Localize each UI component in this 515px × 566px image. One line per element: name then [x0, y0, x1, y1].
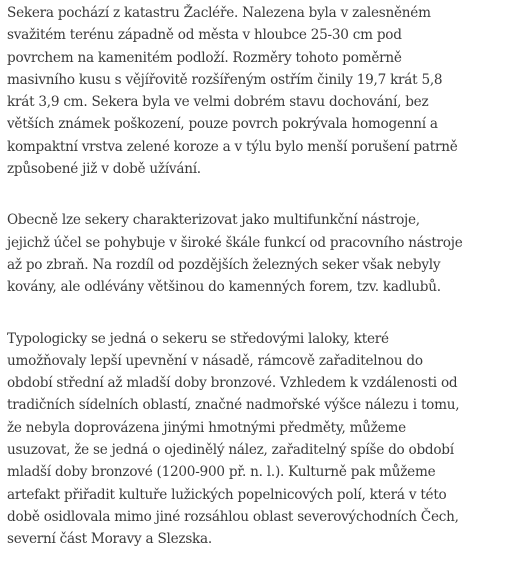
text-line: kovány, ale odlévány většinou do kamenných forem, tzv. kadlubů. — [7, 279, 441, 296]
text-line: Obecně lze sekery charakterizovat jako multifunkční nástroje, — [7, 212, 420, 229]
text-line: kompaktní vrstva zelené koroze a v týlu bylo menší porušení patrně — [7, 138, 458, 155]
text-line: jejichž účel se pohybuje v široké škále funkcí od pracovního nástroje — [7, 234, 463, 251]
text-line: Typologicky se jedná o sekeru se středovými laloky, které — [7, 330, 389, 347]
text-line: období střední až mladší doby bronzové. Vzhledem k vzdálenosti od — [7, 375, 458, 392]
text-line: způsobené již v době užívání. — [7, 161, 201, 178]
text-line: až po zbraň. Na rozdíl od pozdějších železných seker však nebyly — [7, 256, 441, 273]
text-line: Sekera pochází z katastru Žacléře. Nalezena byla v zalesněném — [7, 5, 431, 21]
text-line: masivního kusu s vějířovitě rozšířeným ostřím činily 19,7 krát 5,8 — [7, 71, 443, 88]
paragraph-typology — [7, 328, 511, 551]
text-line: povrchem na kamenitém podloží. Rozměry tohoto poměrně — [7, 49, 402, 66]
text-line: krát 3,9 cm. Sekera byla ve velmi dobrém stavu dochování, bez — [7, 94, 429, 111]
text-line: době osidlovala mimo jiné rozsáhlou oblast severovýchodních Čech, — [7, 508, 459, 525]
text-line: větších známek poškození, pouze povrch pokrývala homogenní a — [7, 116, 438, 133]
paragraph-axe-characterization — [7, 209, 511, 298]
text-line: severní část Moravy a Slezska. — [7, 531, 212, 548]
paragraph-find-description — [7, 2, 511, 180]
text-line: mladší doby bronzové (1200-900 př. n. l.). Kulturně pak můžeme — [7, 464, 436, 481]
text-line: artefakt přiřadit kultuře lužických popelnicových polí, která v této — [7, 486, 447, 503]
text-line: usuzovat, že se jedná o ojedinělý nález, zařaditelný spíše do období — [7, 442, 454, 459]
text-line: umožňovaly lepší upevnění v násadě, rámcově zařaditelnou do — [7, 352, 423, 369]
text-line: tradičních sídelních oblastí, značné nadmořské výšce nálezu i tomu, — [7, 397, 460, 414]
text-line: že nebyla doprovázena jinými hmotnými předměty, můžeme — [7, 419, 406, 436]
text-line: svažitém terénu západně od města v hloubce 25-30 cm pod — [7, 27, 402, 44]
